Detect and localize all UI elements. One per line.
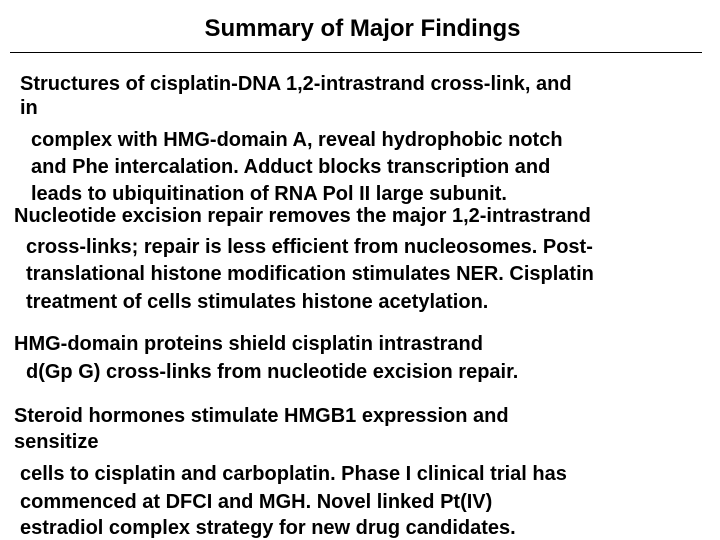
finding-4-line-1: Steroid hormones stimulate HMGB1 expression and [14,405,509,427]
slide-title: Summary of Major Findings [204,15,521,42]
title-underline [10,52,702,53]
finding-2-line-3: translational histone modification stimulates NER. Cisplatin [26,263,594,285]
finding-3-line-2: d(Gp G) cross-links from nucleotide excision repair. [26,361,519,383]
finding-4-line-3: cells to cisplatin and carboplatin. Phase I clinical trial has [20,463,567,485]
finding-1-line-2: in [20,97,38,119]
finding-2-line-2: cross-links; repair is less efficient from nucleosomes. Post- [26,236,593,258]
finding-2-line-1: Nucleotide excision repair removes the major 1,2-intrastrand [14,205,591,227]
finding-2-line-4: treatment of cells stimulates histone acetylation. [26,291,489,313]
finding-3-line-1: HMG-domain proteins shield cisplatin intrastrand [14,333,483,355]
finding-1-line-3: complex with HMG-domain A, reveal hydrophobic notch [31,129,563,151]
finding-1-line-5: leads to ubiquitination of RNA Pol II large subunit. [31,183,507,205]
finding-1-line-4: and Phe intercalation. Adduct blocks transcription and [31,156,551,178]
finding-4-line-2: sensitize [14,431,99,453]
finding-4-line-5: estradiol complex strategy for new drug candidates. [20,517,516,539]
finding-4-line-4: commenced at DFCI and MGH. Novel linked Pt(IV) [20,491,493,513]
finding-1-line-1: Structures of cisplatin-DNA 1,2-intrastrand cross-link, and [20,73,572,95]
